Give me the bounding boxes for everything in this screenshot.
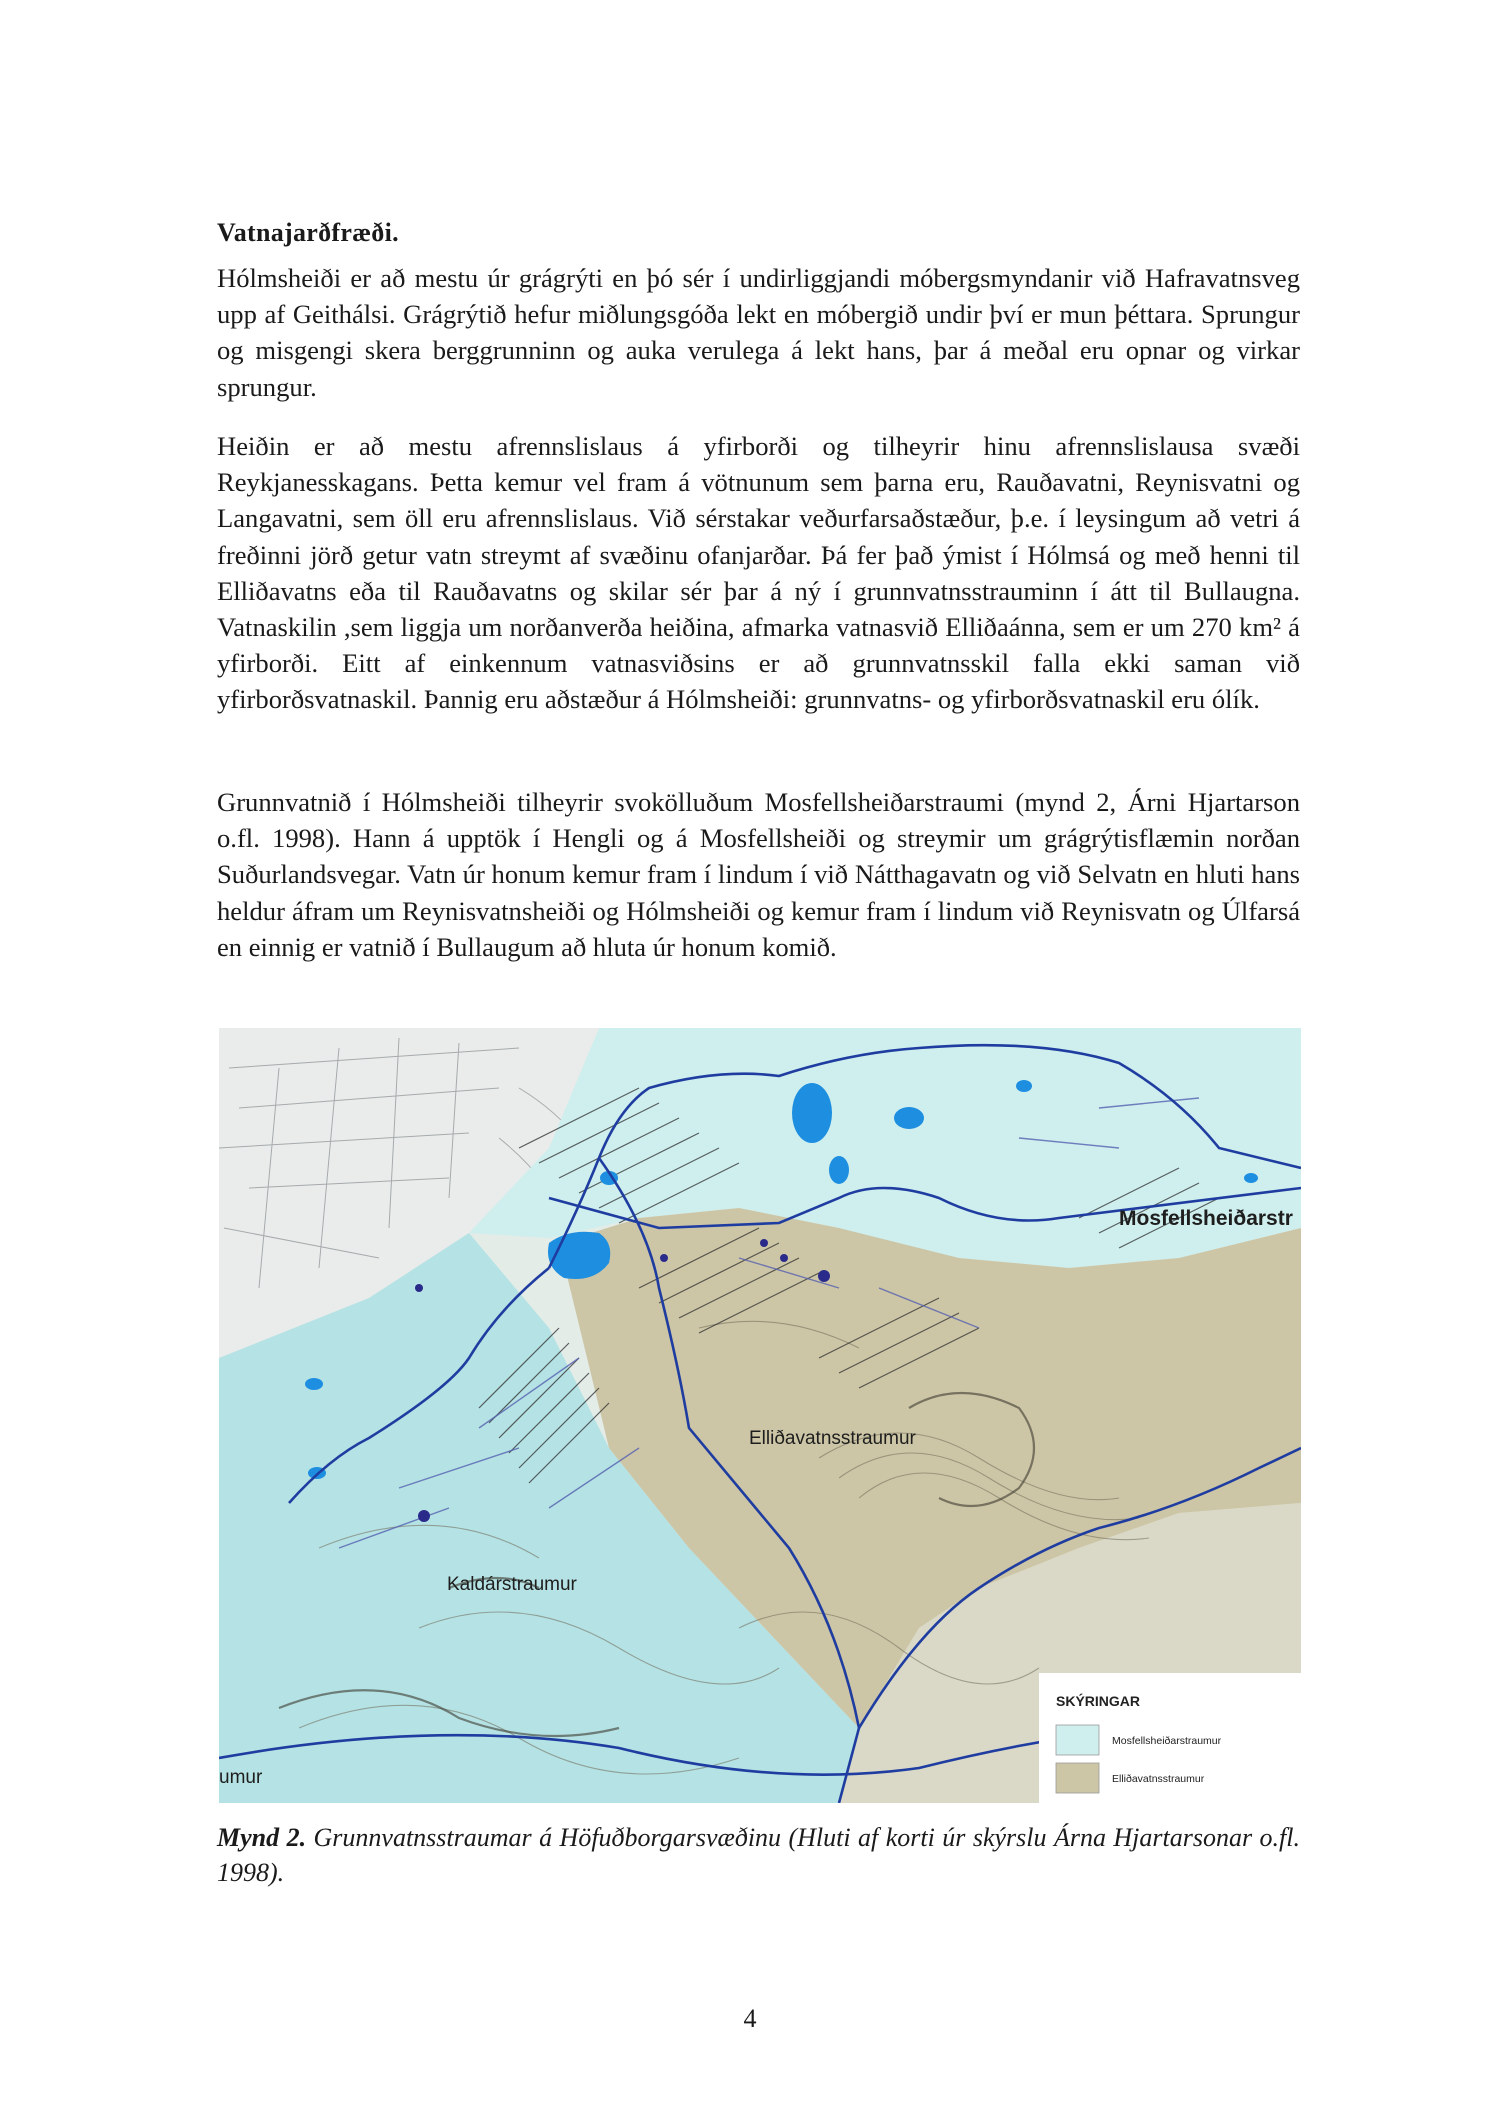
label-mosfellsheidarstraumur: Mosfellsheiðarstr (1119, 1207, 1293, 1230)
lake-small-3 (305, 1378, 323, 1390)
lake-small-1 (829, 1156, 849, 1184)
groundwater-map-figure (219, 1028, 1301, 1803)
label-left-edge: umur (219, 1767, 263, 1788)
figure-caption (217, 1820, 1300, 1890)
page-number: 4 (743, 2004, 757, 2033)
caption-label: Mynd 2. (217, 1823, 307, 1852)
lake-small-5 (1244, 1173, 1258, 1183)
legend-item-ellida: Elliðavatnsstraumur (1112, 1773, 1205, 1785)
legend-title: SKÝRINGAR (1056, 1693, 1141, 1709)
legend-swatch-mosfell (1056, 1725, 1099, 1755)
map-legend (1039, 1673, 1301, 1803)
caption-text: Grunnvatnsstraumar á Höfuðborgarsvæðinu (Hluti af korti úr skýrslu Árna Hjartarsonar o.fl. 1998). (217, 1823, 1300, 1887)
paragraph-1: Hólmsheiði er að mestu úr grágrýti en þó sér í undirliggjandi móbergsmyndanir við Hafravatnsveg upp af Geithálsi. Grágrýtið hefur miðlungsgóða lekt en móbergið undir því er mun þéttara. Sprungur og misgengi skera berggrunninn og auka verulega á lekt hans, þar á meðal eru opnar og virkar sprungur. (217, 263, 1300, 402)
legend-item-mosfell: Mosfellsheiðarstraumur (1112, 1735, 1222, 1747)
legend-swatch-ellida (1056, 1763, 1099, 1793)
paragraph-2: Heiðin er að mestu afrennslislaus á yfirborði og tilheyrir hinu afrennslislausa svæði Reykjanesskagans. Þetta kemur vel fram á vötnunum sem þarna eru, Rauðavatni, Reynisvatni og Langavatni, sem öll eru afrennslislaus. Við sérstakar veðurfarsaðstæður, þ.e. í leysingum að vetri á freðinni jörð getur vatn streymt af svæðinu ofanjarðar. Þá fer það ýmist í Hólmsá og með henni til Elliðavatns eða til Rauðavatns og skilar sér þar á ný í grunnvatnsstrauminn í átt til Bullaugna. Vatnaskilin ,sem liggja um norðanverða heiðina, afmarka vatnasvið Elliðaánna, sem er um 270 km² á yfirborði. Eitt af einkennum vatnasviðsins er að grunnvatnsskil falla ekki saman við yfirborðsvatnaskil. Þannig eru aðstæður á Hólmsheiði: grunnvatns- og yfirborðsvatnaskil eru ólík. (217, 431, 1300, 715)
lake-langavatn (894, 1107, 924, 1129)
label-ellidavatnsstraumur: Elliðavatnsstraumur (749, 1428, 916, 1449)
section-heading: Vatnajarðfræði. (217, 218, 399, 247)
lake-reynisvatn (792, 1083, 832, 1143)
groundwater-map (219, 1028, 1301, 1803)
lake-small-6 (1016, 1080, 1032, 1092)
paragraph-3: Grunnvatnið í Hólmsheiði tilheyrir svokölluðum Mosfellsheiðarstraumi (mynd 2, Árni Hjartarson o.fl. 1998). Hann á upptök í Hengli og á Mosfellsheiði og streymir um grágrýtisflæmin norðan Suðurlandsvegar. Vatn úr honum kemur fram í lindum í við Nátthagavatn og við Selvatn en hluti hans heldur áfram um Reynisvatnsheiði og Hólmsheiði og kemur fram í lindum við Reynisvatn og Úlfarsá en einnig er vatnið í Bullaugum að hluta úr honum komið. (217, 787, 1300, 962)
label-kaldarstraumur: Kaldárstraumur (447, 1574, 577, 1595)
